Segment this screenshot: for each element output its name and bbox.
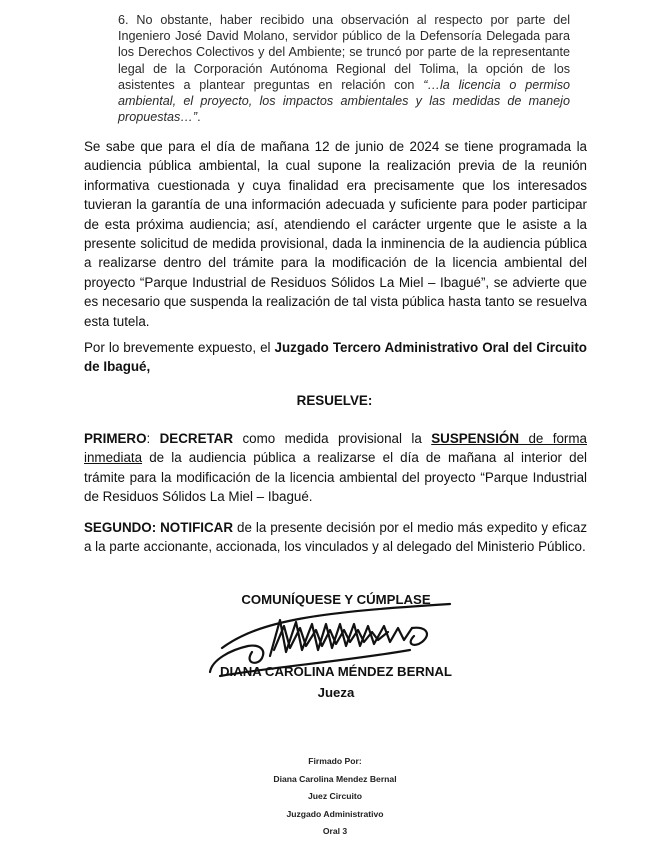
- signer-number: Oral 3: [322, 826, 348, 837]
- suspension-word: SUSPENSIÓN: [431, 431, 520, 446]
- court-name: Juzgado Tercero Administrativo Oral del Circuito de Ibagué,: [84, 340, 587, 375]
- paragraph-primero: [84, 429, 587, 507]
- judge-name: DIANA CAROLINA MÉNDEZ BERNAL: [220, 664, 452, 679]
- signer-name: Diana Carolina Mendez Bernal: [273, 773, 397, 784]
- forma-inmediata: de forma inmediata: [84, 431, 587, 466]
- quote-italic: “…la licencia o permiso ambiental, el proyecto, los impactos ambientales y las medidas de manejo propuestas…”: [118, 77, 570, 125]
- signed-by-heading: Firmado Por:: [308, 756, 362, 766]
- paragraph-segundo: [84, 518, 587, 557]
- segundo-label: SEGUNDO: NOTIFICAR: [84, 520, 234, 535]
- signer-court: Juzgado Administrativo: [286, 808, 384, 819]
- quote-text: 6. No obstante, haber recibido una observación al respecto por parte del Ingeniero José David Molano, servidor público de la Defensoría Delegada para los Derechos Colectivos y del Ambiente; se truncó por parte de la representante legal de la Corporación Autónoma Regional del Tolima, la opción de los asistentes a plantear preguntas en relación con: [118, 13, 570, 92]
- primero-verb: DECRETAR: [159, 431, 234, 446]
- primero-colon: :: [146, 431, 160, 446]
- primero-text1: como medida provisional la: [233, 431, 432, 446]
- expuesto-lead: Por lo brevemente expuesto, el: [84, 340, 275, 355]
- signer-position: Juez Circuito: [308, 791, 362, 802]
- quote-end: .: [197, 110, 201, 125]
- primero-label: PRIMERO: [84, 431, 147, 446]
- segundo-text: de la presente decisión por el medio más expedito y eficaz a la parte accionante, accionada, los vinculados y al delegado del Ministerio Público.: [84, 520, 588, 555]
- primero-text2: de la audiencia pública a realizarse el día de mañana al interior del trámite para la modificación de la licencia ambiental del proyecto “Parque Industrial de Residuos Sólidos La Miel – Ibagué.: [84, 450, 587, 505]
- quoted-point-6: [118, 12, 570, 125]
- paragraph-expuesto: [84, 338, 587, 377]
- electronic-signature-block: [230, 756, 440, 844]
- closing-formula: COMUNÍQUESE Y CÚMPLASE: [241, 592, 431, 607]
- resuelve-heading: RESUELVE:: [296, 393, 373, 408]
- paragraph-context: Se sabe que para el día de mañana 12 de junio de 2024 se tiene programada la audiencia pública ambiental, la cual supone la realización previa de la reunión informativa cuestionada y cuya finalidad era precisamente que los interesados tuvieran la garantía de una información adecuada y suficiente para poder participar de esta próxima audiencia; así, atendiendo el carácter urgente que le asiste a la presente solicitud de medida provisional, dada la inminencia de la audiencia pública a realizarse dentro del trámite para la modificación de la licencia ambiental del proyecto “Parque Industrial de Residuos Sólidos La Miel – Ibagué”, se advierte que es necesario que suspenda la realización de tal vista pública hasta tanto se resuelva esta tutela.: [84, 139, 587, 329]
- judge-role: Jueza: [317, 685, 355, 700]
